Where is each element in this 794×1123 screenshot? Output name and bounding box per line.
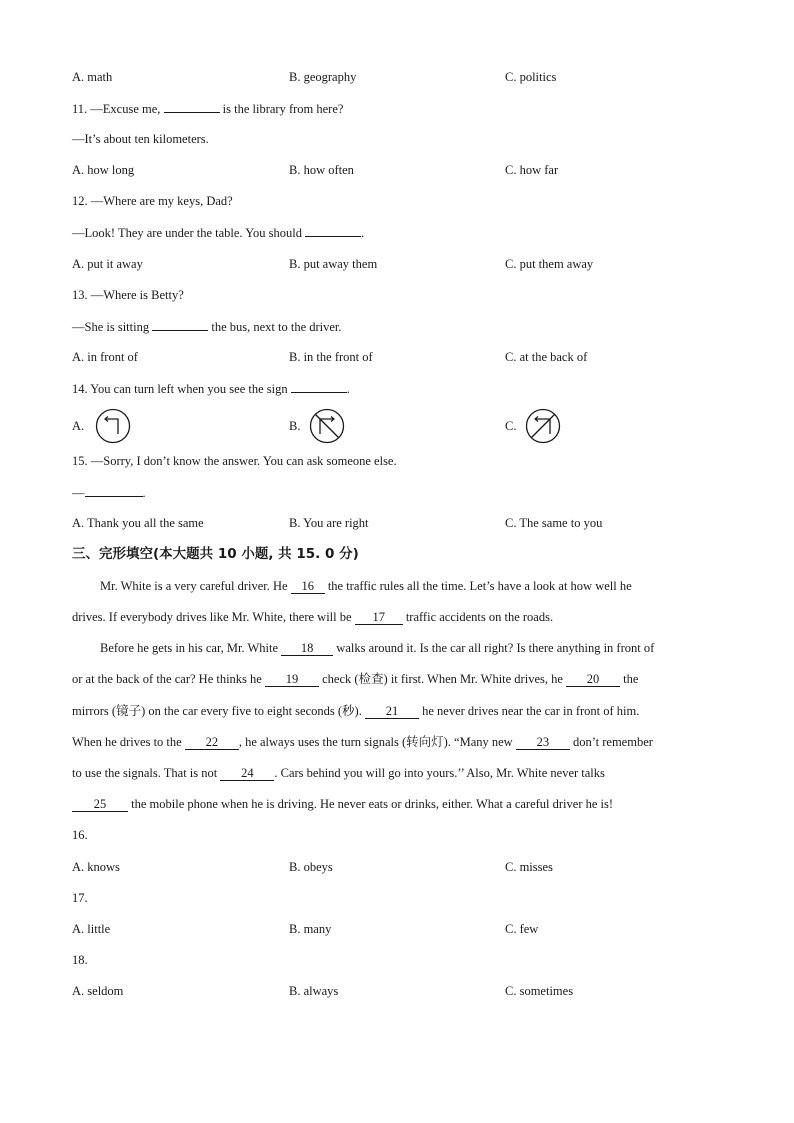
q12-option-a: A. put it away xyxy=(72,257,143,271)
passage-text: the xyxy=(623,672,639,686)
q17-number: 17. xyxy=(72,891,88,905)
q14-option-c: C. xyxy=(505,419,517,433)
passage-text: . Cars behind you will go into yours.’’ Also, Mr. White never talks xyxy=(274,766,605,780)
q16-option-b: B. obeys xyxy=(289,860,333,874)
q11-option-b: B. how often xyxy=(289,163,354,177)
q12-stem: 12. —Where are my keys, Dad? xyxy=(72,194,233,208)
q14-stem xyxy=(72,380,350,397)
q14-option-b: B. xyxy=(289,419,301,433)
q18-option-c: C. sometimes xyxy=(505,984,574,998)
passage-text: to use the signals. That is not xyxy=(72,766,218,780)
q15-option-c: C. The same to you xyxy=(505,516,603,530)
q17-option-b: B. many xyxy=(289,922,332,936)
cloze-blank-23: 23 xyxy=(516,735,570,750)
passage-p2-line2 xyxy=(72,671,638,687)
q15-reply xyxy=(72,484,146,501)
answer-blank xyxy=(291,380,347,393)
q17-option-a: A. little xyxy=(72,922,111,936)
q14-stem-post: . xyxy=(346,382,350,396)
q12-reply-post: . xyxy=(361,226,365,240)
q15-option-a: A. Thank you all the same xyxy=(72,516,204,530)
answer-blank xyxy=(305,224,361,237)
cloze-blank-24: 24 xyxy=(220,766,274,781)
passage-text: When he drives to the xyxy=(72,735,182,749)
q13-option-a: A. in front of xyxy=(72,350,138,364)
turn-left-sign-icon xyxy=(94,408,132,444)
passage-text: mirrors (镜子) on the car every five to eight seconds (秒). xyxy=(72,704,362,718)
q15-option-b: B. You are right xyxy=(289,516,369,530)
q13-reply-post: the bus, next to the driver. xyxy=(211,320,342,334)
passage-text: don’t remember xyxy=(572,735,653,749)
q16-option-c: C. misses xyxy=(505,860,553,874)
q14-option-a: A. xyxy=(72,419,85,433)
q12-reply xyxy=(72,224,364,241)
q18-number: 18. xyxy=(72,953,88,967)
cloze-blank-22: 22 xyxy=(185,735,239,750)
passage-p1-line1 xyxy=(100,578,632,594)
passage-p2-line5 xyxy=(72,765,605,781)
passage-text: the traffic rules all the time. Let’s have a look at how well he xyxy=(327,579,632,593)
q15-reply-pre: — xyxy=(72,486,85,500)
passage-text: traffic accidents on the roads. xyxy=(405,610,554,624)
cloze-blank-16: 16 xyxy=(291,579,325,594)
q10-option-a: A. math xyxy=(72,70,113,84)
passage-p2-line6 xyxy=(72,796,613,812)
q16-option-a: A. knows xyxy=(72,860,120,874)
answer-blank xyxy=(85,484,143,497)
q10-option-b: B. geography xyxy=(289,70,357,84)
section-heading: 三、完形填空(本大题共 10 小题, 共 15. 0 分) xyxy=(72,546,359,562)
q17-option-c: C. few xyxy=(505,922,539,936)
q11-reply: —It’s about ten kilometers. xyxy=(72,132,209,146)
q10-option-c: C. politics xyxy=(505,70,557,84)
passage-p2-line4 xyxy=(72,734,653,750)
q12-option-b: B. put away them xyxy=(289,257,378,271)
q15-reply-post: . xyxy=(142,486,146,500)
answer-blank xyxy=(164,100,220,113)
cloze-blank-21: 21 xyxy=(365,704,419,719)
q18-option-a: A. seldom xyxy=(72,984,124,998)
cloze-blank-17: 17 xyxy=(355,610,403,625)
q13-option-c: C. at the back of xyxy=(505,350,588,364)
no-left-turn-sign-icon xyxy=(524,408,562,444)
q18-option-b: B. always xyxy=(289,984,339,998)
passage-p2-line1 xyxy=(100,640,654,656)
passage-text: he never drives near the car in front of him. xyxy=(422,704,640,718)
passage-text: Mr. White is a very careful driver. He xyxy=(100,579,288,593)
passage-text: , he always uses the turn signals (转向灯). “Many new xyxy=(238,735,513,749)
q11-stem xyxy=(72,100,343,117)
passage-text: the mobile phone when he is driving. He never eats or drinks, either. What a careful driver he is! xyxy=(131,797,614,811)
cloze-blank-20: 20 xyxy=(566,672,620,687)
q12-option-c: C. put them away xyxy=(505,257,594,271)
q13-reply-pre: —She is sitting xyxy=(72,320,150,334)
q13-reply xyxy=(72,318,342,335)
passage-p1-line2 xyxy=(72,609,553,625)
q16-number: 16. xyxy=(72,828,88,842)
cloze-blank-25: 25 xyxy=(72,797,128,812)
passage-text: check (检查) it first. When Mr. White drives, he xyxy=(322,672,563,686)
q12-reply-pre: —Look! They are under the table. You should xyxy=(72,226,302,240)
q13-stem: 13. —Where is Betty? xyxy=(72,288,184,302)
passage-p2-line3 xyxy=(72,703,639,719)
q11-stem-post: is the library from here? xyxy=(222,102,344,116)
passage-text: Before he gets in his car, Mr. White xyxy=(100,641,279,655)
no-right-turn-sign-icon xyxy=(308,408,346,444)
q11-stem-pre: 11. —Excuse me, xyxy=(72,102,161,116)
q11-option-a: A. how long xyxy=(72,163,135,177)
q13-option-b: B. in the front of xyxy=(289,350,373,364)
passage-text: or at the back of the car? He thinks he xyxy=(72,672,262,686)
cloze-blank-19: 19 xyxy=(265,672,319,687)
passage-text: walks around it. Is the car all right? Is there anything in front of xyxy=(336,641,655,655)
cloze-blank-18: 18 xyxy=(281,641,333,656)
q15-stem: 15. —Sorry, I don’t know the answer. You can ask someone else. xyxy=(72,454,397,468)
answer-blank xyxy=(152,318,208,331)
passage-text: drives. If everybody drives like Mr. White, there will be xyxy=(72,610,352,624)
q14-stem-pre: 14. You can turn left when you see the sign xyxy=(72,382,288,396)
q11-option-c: C. how far xyxy=(505,163,559,177)
